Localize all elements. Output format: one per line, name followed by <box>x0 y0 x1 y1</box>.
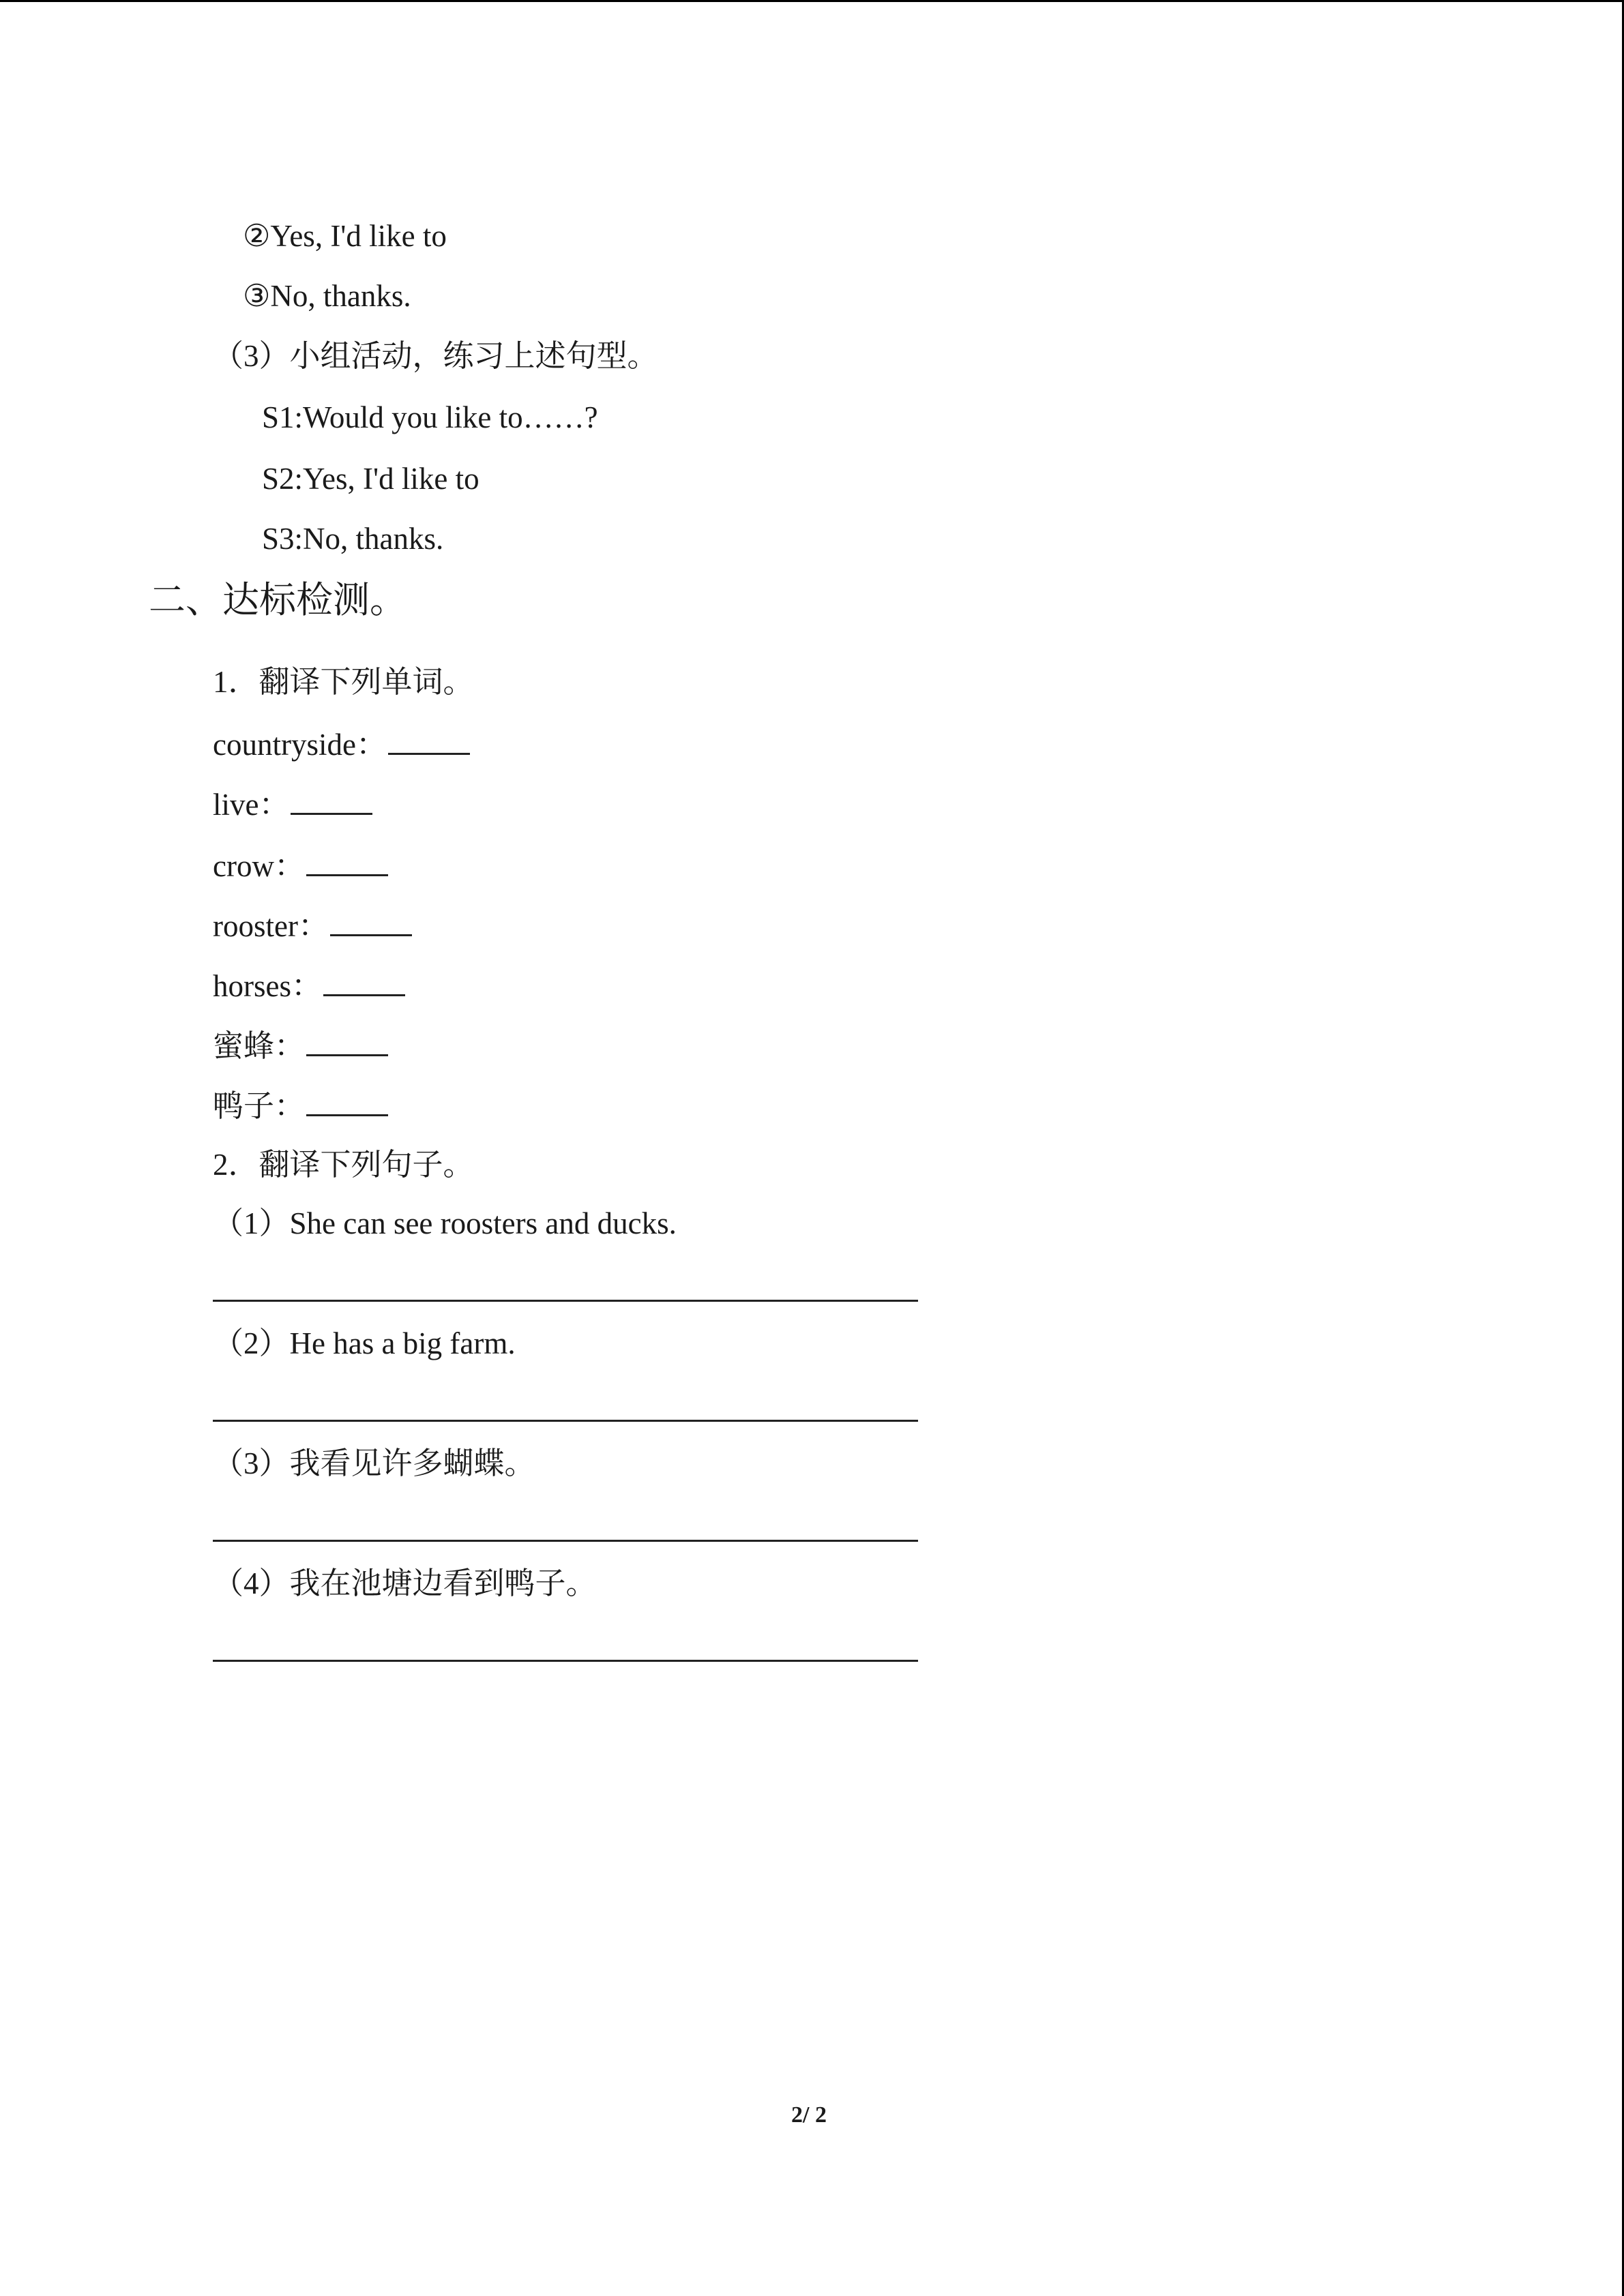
answer-line[interactable] <box>213 1660 918 1662</box>
answer-line[interactable] <box>213 1540 918 1542</box>
answer-blank[interactable] <box>330 904 412 936</box>
sentence-prompt: （3）我看见许多蝴蝶。 <box>213 1446 535 1480</box>
word-label: live： <box>213 788 290 822</box>
question-2-title: 2．翻译下列句子。 <box>213 1148 474 1182</box>
sentence-prompt: （4）我在池塘边看到鸭子。 <box>213 1566 597 1600</box>
answer-line[interactable] <box>213 1300 918 1302</box>
word-item <box>213 964 405 1007</box>
answer-blank[interactable] <box>291 783 372 815</box>
word-item <box>213 904 412 946</box>
word-item <box>213 1084 388 1127</box>
answer-line[interactable] <box>213 1420 918 1422</box>
sentence-prompt: （2）He has a big farm. <box>213 1326 516 1360</box>
dialogue-step-3: （3）小组活动，练习上述句型。 <box>213 339 658 373</box>
dialogue-s1: S1:Would you like to……? <box>262 400 598 434</box>
section-title: 二、达标检测。 <box>149 580 407 621</box>
word-label: 蜜蜂： <box>213 1029 306 1063</box>
answer-blank[interactable] <box>306 1024 388 1056</box>
page-number: 2/ 2 <box>791 2102 827 2128</box>
answer-blank[interactable] <box>323 964 405 996</box>
answer-blank[interactable] <box>306 1084 388 1116</box>
question-1-title: 1．翻译下列单词。 <box>213 665 474 699</box>
word-item <box>213 1024 388 1067</box>
page-top-border <box>0 0 1624 2</box>
dialogue-option-2: ②Yes, I'd like to <box>243 219 447 253</box>
dialogue-s2: S2:Yes, I'd like to <box>262 462 479 496</box>
word-label: horses： <box>213 969 322 1003</box>
dialogue-s3: S3:No, thanks. <box>262 522 444 556</box>
word-item <box>213 723 470 765</box>
answer-blank[interactable] <box>306 844 388 876</box>
word-label: 鸭子： <box>213 1089 306 1123</box>
dialogue-option-3: ③No, thanks. <box>243 279 411 313</box>
word-item <box>213 844 388 886</box>
word-label: crow： <box>213 849 305 883</box>
word-item <box>213 783 372 825</box>
answer-blank[interactable] <box>388 723 470 755</box>
sentence-prompt: （1）She can see roosters and ducks. <box>213 1206 677 1240</box>
word-label: countryside： <box>213 728 387 762</box>
word-label: rooster： <box>213 909 329 943</box>
